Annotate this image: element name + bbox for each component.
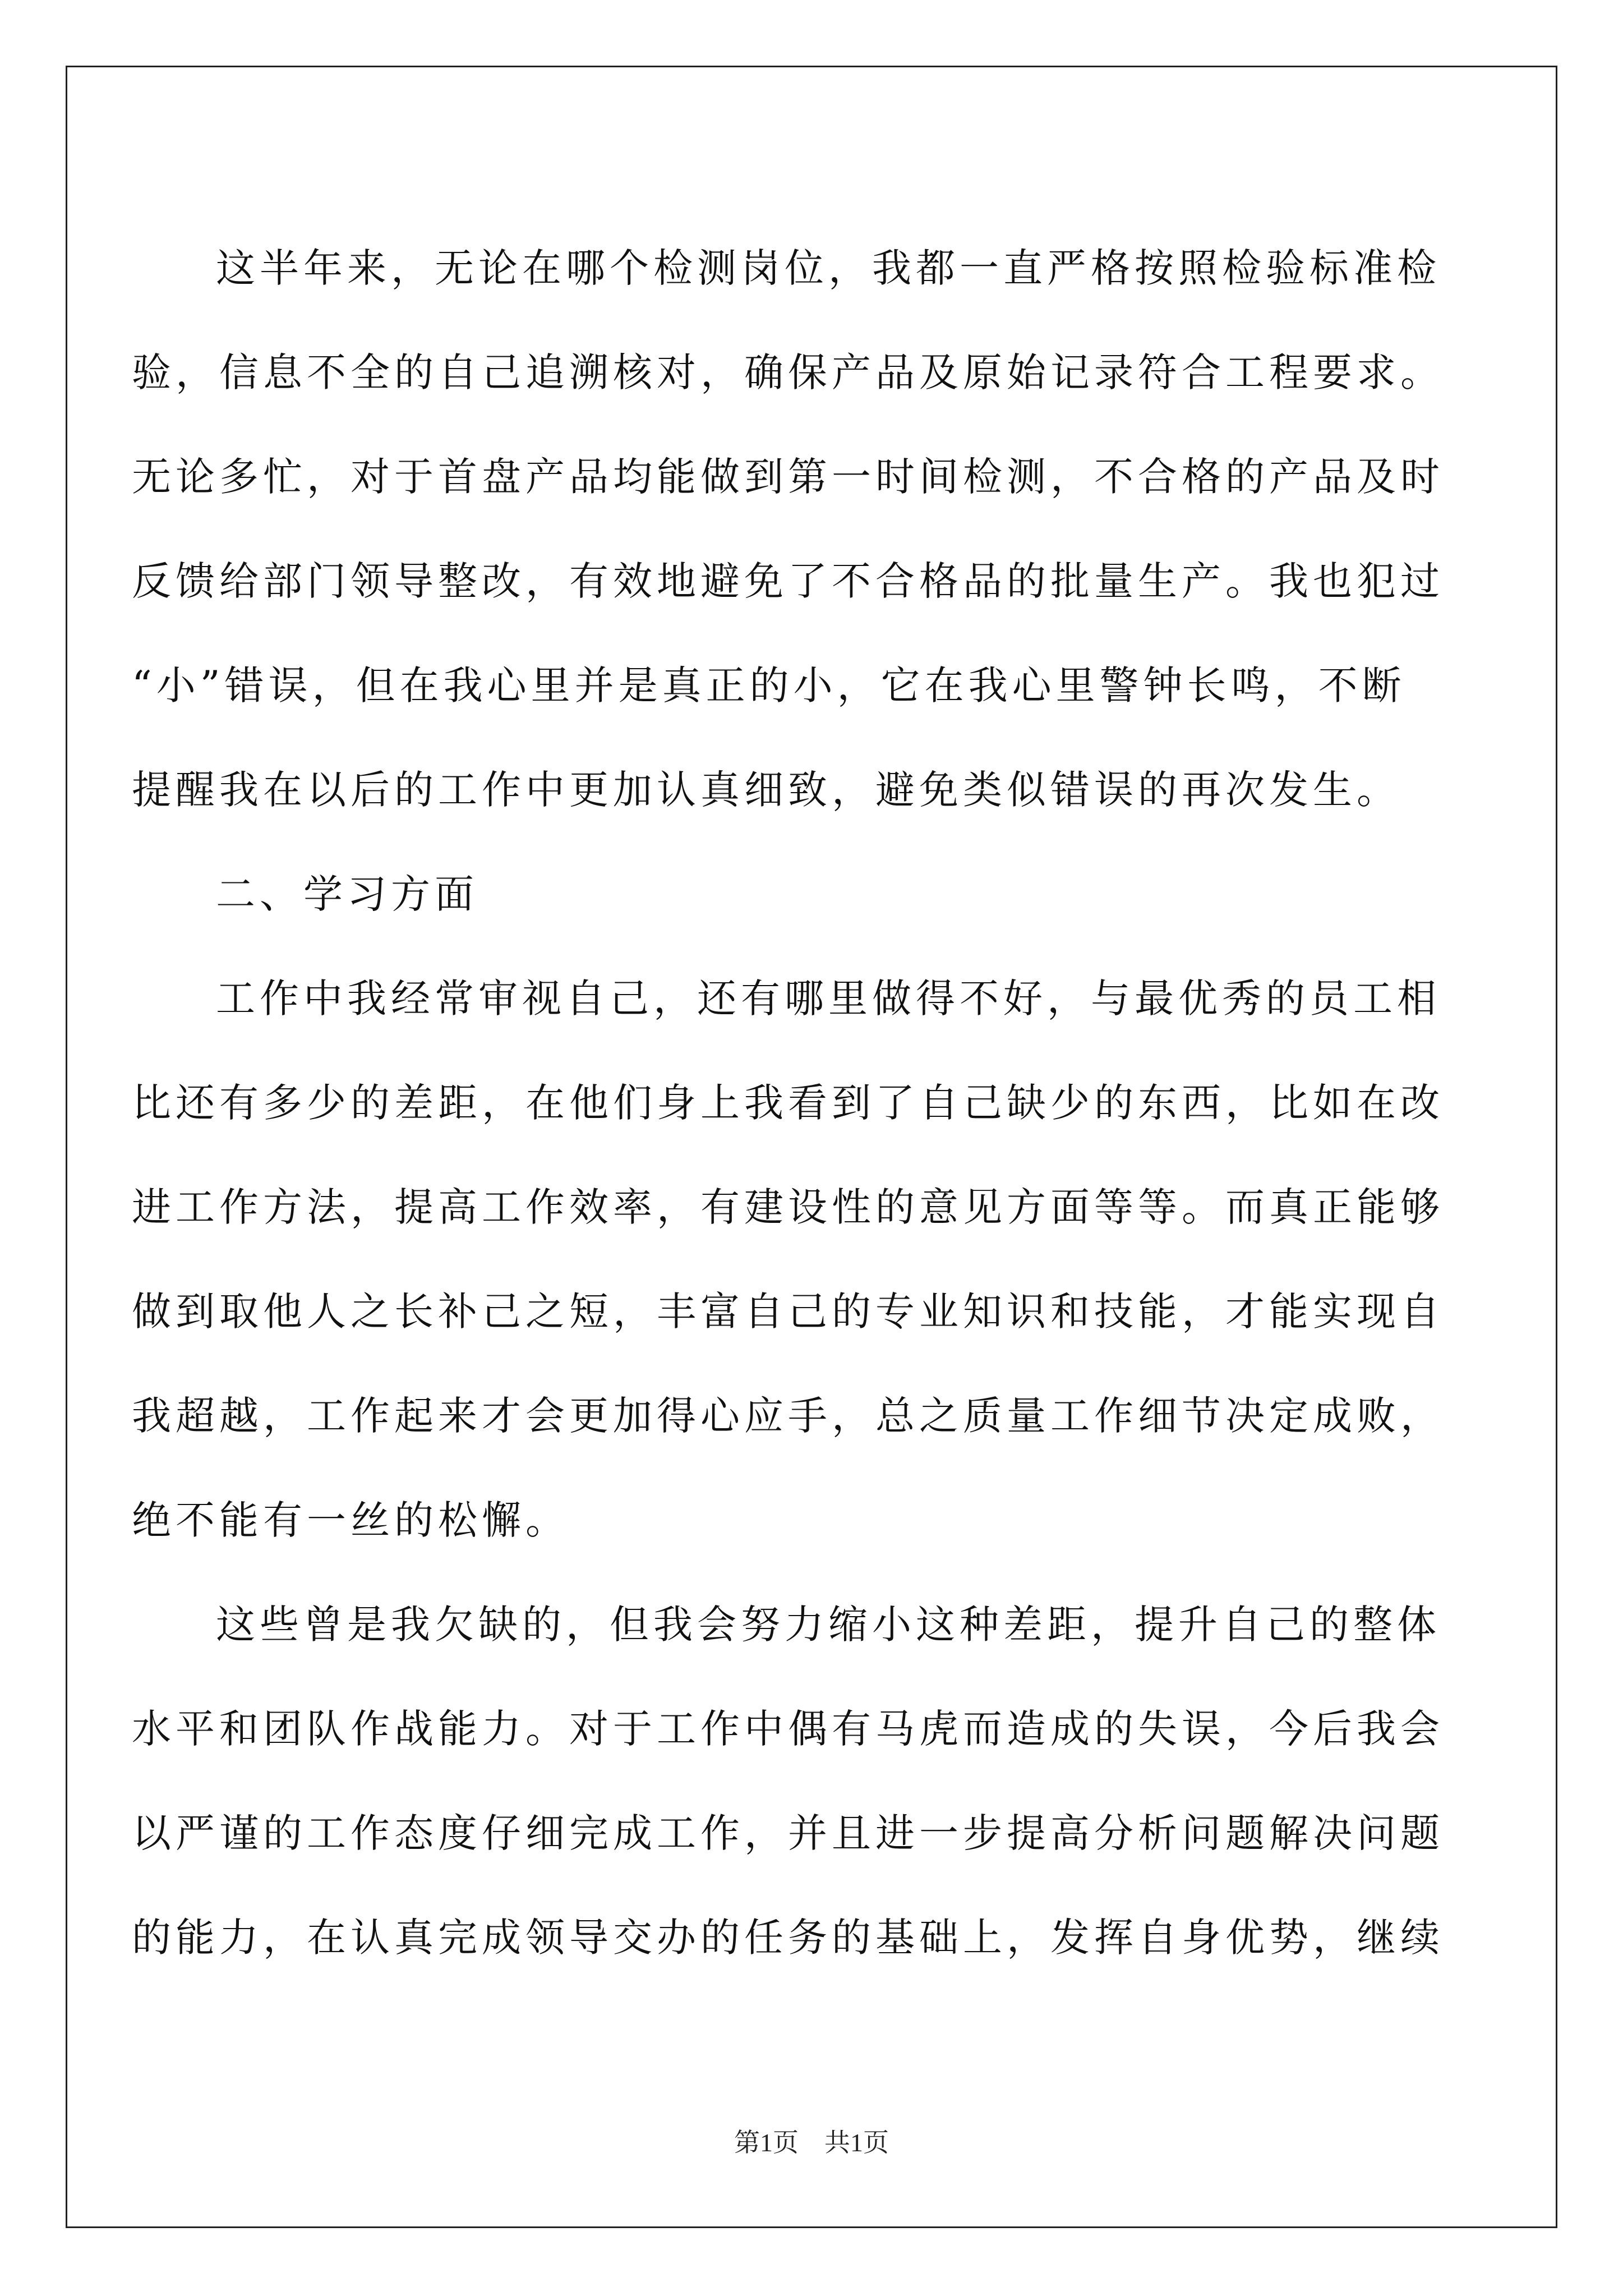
paragraph-1-line-1: 这半年来，无论在哪个检测岗位，我都一直严格按照检验标准检	[216, 245, 1441, 291]
paragraph-2-line-6: 绝不能有一丝的松懈。	[132, 1497, 569, 1543]
paragraph-1-line-4: 反馈给部门领导整改，有效地避免了不合格品的批量生产。我也犯过	[132, 558, 1444, 604]
page-footer: 第1页 共1页	[734, 2128, 889, 2157]
paragraph-3-line-1: 这些曾是我欠缺的，但我会努力缩小这种差距，提升自己的整体	[216, 1602, 1441, 1648]
paragraph-2-line-5: 我超越，工作起来才会更加得心应手，总之质量工作细节决定成败，	[132, 1393, 1444, 1439]
paragraph-1-line-2: 验，信息不全的自己追溯核对，确保产品及原始记录符合工程要求。	[132, 349, 1444, 395]
paragraph-2-line-3: 进工作方法，提高工作效率，有建设性的意见方面等等。而真正能够	[132, 1184, 1444, 1230]
paragraph-1-line-6: 提醒我在以后的工作中更加认真细致，避免类似错误的再次发生。	[132, 767, 1400, 813]
document-body	[132, 216, 1444, 1990]
paragraph-3-line-2: 水平和团队作战能力。对于工作中偶有马虎而造成的失误，今后我会	[132, 1706, 1444, 1752]
paragraph-3-line-4: 的能力，在认真完成领导交办的任务的基础上，发挥自身优势，继续	[132, 1915, 1444, 1961]
paragraph-1-line-5: “小”错误，但在我心里并是真正的小，它在我心里警钟长鸣，不断	[132, 662, 1406, 708]
paragraph-1-line-3: 无论多忙，对于首盘产品均能做到第一时间检测，不合格的产品及时	[132, 454, 1444, 500]
paragraph-2-line-2: 比还有多少的差距，在他们身上我看到了自己缺少的东西，比如在改	[132, 1080, 1444, 1126]
paragraph-2-line-1: 工作中我经常审视自己，还有哪里做得不好，与最优秀的员工相	[216, 976, 1441, 1022]
paragraph-2-line-4: 做到取他人之长补己之短，丰富自己的专业知识和技能，才能实现自	[132, 1289, 1444, 1335]
paragraph-3-line-3: 以严谨的工作态度仔细完成工作，并且进一步提高分析问题解决问题	[132, 1810, 1444, 1856]
section-heading: 二、学习方面	[216, 871, 478, 917]
